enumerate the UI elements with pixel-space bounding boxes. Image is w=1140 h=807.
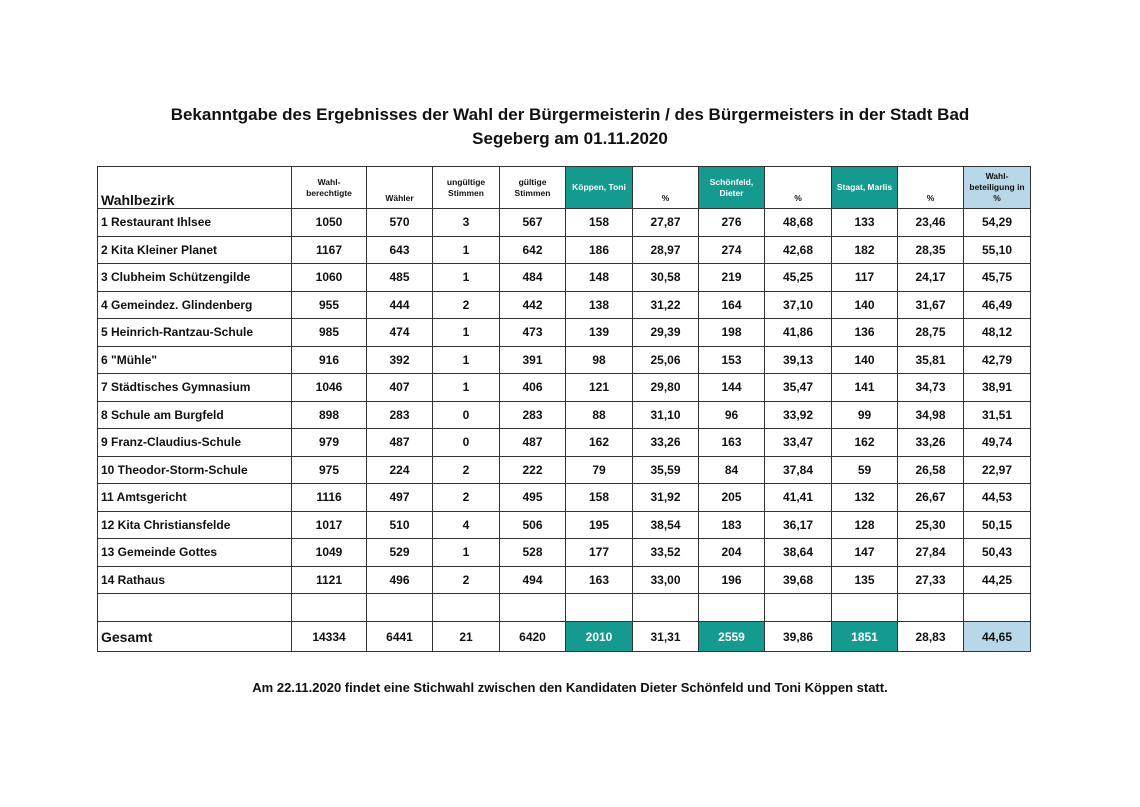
table-cell: 31,10 (633, 401, 699, 429)
total-koeppen: 2010 (566, 622, 633, 652)
table-cell: 48,12 (964, 319, 1031, 347)
table-cell: 31,67 (898, 291, 964, 319)
table-cell: 1 (433, 264, 500, 292)
table-cell: 84 (699, 456, 765, 484)
table-cell: 222 (500, 456, 566, 484)
table-cell: 2 (433, 566, 500, 594)
page-title (0, 103, 1140, 151)
district-name: 3 Clubheim Schützengilde (98, 264, 292, 292)
total-wahlbeteiligung: 44,65 (964, 622, 1031, 652)
table-cell: 31,22 (633, 291, 699, 319)
table-cell: 79 (566, 456, 633, 484)
table-cell: 133 (832, 209, 898, 237)
district-name: 5 Heinrich-Rantzau-Schule (98, 319, 292, 347)
table-cell: 121 (566, 374, 633, 402)
table-cell: 484 (500, 264, 566, 292)
header-pct-schoenfeld: % (765, 167, 832, 209)
table-cell: 28,35 (898, 236, 964, 264)
table-cell: 54,29 (964, 209, 1031, 237)
total-cell: 6420 (500, 622, 566, 652)
table-cell: 140 (832, 346, 898, 374)
table-cell: 205 (699, 484, 765, 512)
table-cell: 38,64 (765, 539, 832, 567)
table-cell: 27,87 (633, 209, 699, 237)
header-ungueltige: ungültige Stimmen (433, 167, 500, 209)
table-cell: 37,10 (765, 291, 832, 319)
district-name: 10 Theodor-Storm-Schule (98, 456, 292, 484)
total-cell: 28,83 (898, 622, 964, 652)
table-cell: 141 (832, 374, 898, 402)
total-stagat: 1851 (832, 622, 898, 652)
table-cell: 44,25 (964, 566, 1031, 594)
table-cell: 26,58 (898, 456, 964, 484)
table-cell: 177 (566, 539, 633, 567)
district-name: 6 "Mühle" (98, 346, 292, 374)
header-wahlbeteiligung: Wahl-beteiligung in % (964, 167, 1031, 209)
table-cell: 1017 (292, 511, 367, 539)
table-cell: 182 (832, 236, 898, 264)
table-row (98, 401, 1031, 429)
table-cell: 139 (566, 319, 633, 347)
table-cell: 135 (832, 566, 898, 594)
table-cell: 163 (566, 566, 633, 594)
table-cell: 2 (433, 456, 500, 484)
table-row (98, 539, 1031, 567)
table-cell: 0 (433, 429, 500, 457)
table-cell: 138 (566, 291, 633, 319)
table-cell: 34,73 (898, 374, 964, 402)
table-cell: 570 (367, 209, 433, 237)
header-koeppen: Köppen, Toni (566, 167, 633, 209)
table-row (98, 374, 1031, 402)
district-name: 12 Kita Christiansfelde (98, 511, 292, 539)
district-name: 2 Kita Kleiner Planet (98, 236, 292, 264)
table-cell: 186 (566, 236, 633, 264)
table-cell: 494 (500, 566, 566, 594)
header-wahlbezirk: Wahlbezirk (98, 167, 292, 209)
header-wahlberechtigte: Wahl-berechtigte (292, 167, 367, 209)
table-cell: 955 (292, 291, 367, 319)
table-cell: 35,47 (765, 374, 832, 402)
table-cell: 117 (832, 264, 898, 292)
results-table (97, 166, 1031, 652)
table-cell: 195 (566, 511, 633, 539)
table-cell: 37,84 (765, 456, 832, 484)
table-cell: 1050 (292, 209, 367, 237)
table-cell: 1167 (292, 236, 367, 264)
table-cell: 1 (433, 539, 500, 567)
table-cell: 1 (433, 374, 500, 402)
table-cell: 59 (832, 456, 898, 484)
table-cell: 42,79 (964, 346, 1031, 374)
header-pct-koeppen: % (633, 167, 699, 209)
header-stagat: Stagat, Marlis (832, 167, 898, 209)
table-row (98, 236, 1031, 264)
total-cell: 31,31 (633, 622, 699, 652)
table-cell: 528 (500, 539, 566, 567)
table-cell: 27,33 (898, 566, 964, 594)
table-cell: 283 (500, 401, 566, 429)
table-cell: 28,75 (898, 319, 964, 347)
table-cell: 140 (832, 291, 898, 319)
table-cell: 41,86 (765, 319, 832, 347)
table-cell: 33,47 (765, 429, 832, 457)
table-cell: 34,98 (898, 401, 964, 429)
district-name: 8 Schule am Burgfeld (98, 401, 292, 429)
table-cell: 975 (292, 456, 367, 484)
table-cell: 506 (500, 511, 566, 539)
table-cell: 162 (566, 429, 633, 457)
table-cell: 406 (500, 374, 566, 402)
district-name: 1 Restaurant Ihlsee (98, 209, 292, 237)
table-cell: 45,75 (964, 264, 1031, 292)
table-cell: 510 (367, 511, 433, 539)
table-cell: 183 (699, 511, 765, 539)
total-row (98, 622, 1031, 652)
table-row (98, 484, 1031, 512)
table-cell: 35,59 (633, 456, 699, 484)
table-row (98, 429, 1031, 457)
table-cell: 196 (699, 566, 765, 594)
table-cell: 48,68 (765, 209, 832, 237)
table-cell: 153 (699, 346, 765, 374)
table-cell: 28,97 (633, 236, 699, 264)
table-cell: 35,81 (898, 346, 964, 374)
table-cell: 99 (832, 401, 898, 429)
table-cell: 147 (832, 539, 898, 567)
table-cell: 1121 (292, 566, 367, 594)
table-row (98, 456, 1031, 484)
table-cell: 25,06 (633, 346, 699, 374)
table-row (98, 319, 1031, 347)
table-cell: 164 (699, 291, 765, 319)
total-label: Gesamt (98, 622, 292, 652)
table-cell: 3 (433, 209, 500, 237)
table-cell: 158 (566, 209, 633, 237)
spacer-row (98, 594, 1031, 622)
table-cell: 38,91 (964, 374, 1031, 402)
table-cell: 132 (832, 484, 898, 512)
table-cell: 1 (433, 319, 500, 347)
table-cell: 33,00 (633, 566, 699, 594)
table-row (98, 511, 1031, 539)
table-cell: 2 (433, 291, 500, 319)
header-gueltige: gültige Stimmen (500, 167, 566, 209)
table-row (98, 291, 1031, 319)
table-cell: 495 (500, 484, 566, 512)
table-cell: 1060 (292, 264, 367, 292)
district-name: 9 Franz-Claudius-Schule (98, 429, 292, 457)
table-cell: 916 (292, 346, 367, 374)
table-cell: 444 (367, 291, 433, 319)
table-cell: 88 (566, 401, 633, 429)
table-cell: 1046 (292, 374, 367, 402)
total-cell: 14334 (292, 622, 367, 652)
table-cell: 163 (699, 429, 765, 457)
table-cell: 0 (433, 401, 500, 429)
district-name: 11 Amtsgericht (98, 484, 292, 512)
table-cell: 442 (500, 291, 566, 319)
table-cell: 1 (433, 346, 500, 374)
table-cell: 30,58 (633, 264, 699, 292)
table-cell: 38,54 (633, 511, 699, 539)
total-cell: 6441 (367, 622, 433, 652)
district-name: 13 Gemeinde Gottes (98, 539, 292, 567)
table-cell: 39,68 (765, 566, 832, 594)
table-cell: 2 (433, 484, 500, 512)
header-waehler: Wähler (367, 167, 433, 209)
table-cell: 96 (699, 401, 765, 429)
runoff-note: Am 22.11.2020 findet eine Stichwahl zwischen den Kandidaten Dieter Schönfeld und Toni Köppen statt. (252, 680, 888, 695)
table-cell: 39,13 (765, 346, 832, 374)
table-cell: 29,39 (633, 319, 699, 347)
table-cell: 29,80 (633, 374, 699, 402)
table-cell: 31,51 (964, 401, 1031, 429)
table-cell: 26,67 (898, 484, 964, 512)
table-cell: 42,68 (765, 236, 832, 264)
district-name: 4 Gemeindez. Glindenberg (98, 291, 292, 319)
table-cell: 224 (367, 456, 433, 484)
table-cell: 33,52 (633, 539, 699, 567)
table-cell: 22,97 (964, 456, 1031, 484)
header-row (98, 167, 1031, 209)
table-cell: 487 (500, 429, 566, 457)
table-cell: 219 (699, 264, 765, 292)
table-cell: 204 (699, 539, 765, 567)
table-cell: 33,26 (898, 429, 964, 457)
table-cell: 474 (367, 319, 433, 347)
table-cell: 496 (367, 566, 433, 594)
table-cell: 274 (699, 236, 765, 264)
table-cell: 144 (699, 374, 765, 402)
table-cell: 485 (367, 264, 433, 292)
table-cell: 898 (292, 401, 367, 429)
table-cell: 27,84 (898, 539, 964, 567)
table-cell: 36,17 (765, 511, 832, 539)
table-cell: 31,92 (633, 484, 699, 512)
table-cell: 24,17 (898, 264, 964, 292)
title-line-2: Segeberg am 01.11.2020 (472, 129, 668, 148)
table-cell: 50,15 (964, 511, 1031, 539)
table-row (98, 346, 1031, 374)
table-cell: 567 (500, 209, 566, 237)
table-cell: 487 (367, 429, 433, 457)
table-cell: 162 (832, 429, 898, 457)
table-cell: 41,41 (765, 484, 832, 512)
table-cell: 407 (367, 374, 433, 402)
table-cell: 643 (367, 236, 433, 264)
table-cell: 49,74 (964, 429, 1031, 457)
table-cell: 158 (566, 484, 633, 512)
title-line-1: Bekanntgabe des Ergebnisses der Wahl der Bürgermeisterin / des Bürgermeisters in der Stadt Bad (170, 105, 970, 124)
table-cell: 55,10 (964, 236, 1031, 264)
table-cell: 33,92 (765, 401, 832, 429)
table-cell: 23,46 (898, 209, 964, 237)
table-cell: 45,25 (765, 264, 832, 292)
table-cell: 529 (367, 539, 433, 567)
table-cell: 50,43 (964, 539, 1031, 567)
header-pct-stagat: % (898, 167, 964, 209)
table-cell: 1 (433, 236, 500, 264)
table-cell: 985 (292, 319, 367, 347)
table-cell: 44,53 (964, 484, 1031, 512)
table-row (98, 566, 1031, 594)
district-name: 7 Städtisches Gymnasium (98, 374, 292, 402)
table-cell: 392 (367, 346, 433, 374)
table-cell: 283 (367, 401, 433, 429)
table-cell: 473 (500, 319, 566, 347)
table-cell: 148 (566, 264, 633, 292)
total-schoenfeld: 2559 (699, 622, 765, 652)
table-body (98, 209, 1031, 594)
table-cell: 98 (566, 346, 633, 374)
table-cell: 4 (433, 511, 500, 539)
total-cell: 21 (433, 622, 500, 652)
table-cell: 25,30 (898, 511, 964, 539)
table-cell: 33,26 (633, 429, 699, 457)
district-name: 14 Rathaus (98, 566, 292, 594)
table-cell: 276 (699, 209, 765, 237)
table-cell: 136 (832, 319, 898, 347)
table-cell: 128 (832, 511, 898, 539)
table-cell: 391 (500, 346, 566, 374)
table-cell: 1116 (292, 484, 367, 512)
table-cell: 46,49 (964, 291, 1031, 319)
table-cell: 979 (292, 429, 367, 457)
table-row (98, 209, 1031, 237)
table-cell: 642 (500, 236, 566, 264)
header-schoenfeld: Schönfeld, Dieter (699, 167, 765, 209)
table-row (98, 264, 1031, 292)
table-cell: 1049 (292, 539, 367, 567)
table-cell: 497 (367, 484, 433, 512)
total-cell: 39,86 (765, 622, 832, 652)
table-cell: 198 (699, 319, 765, 347)
